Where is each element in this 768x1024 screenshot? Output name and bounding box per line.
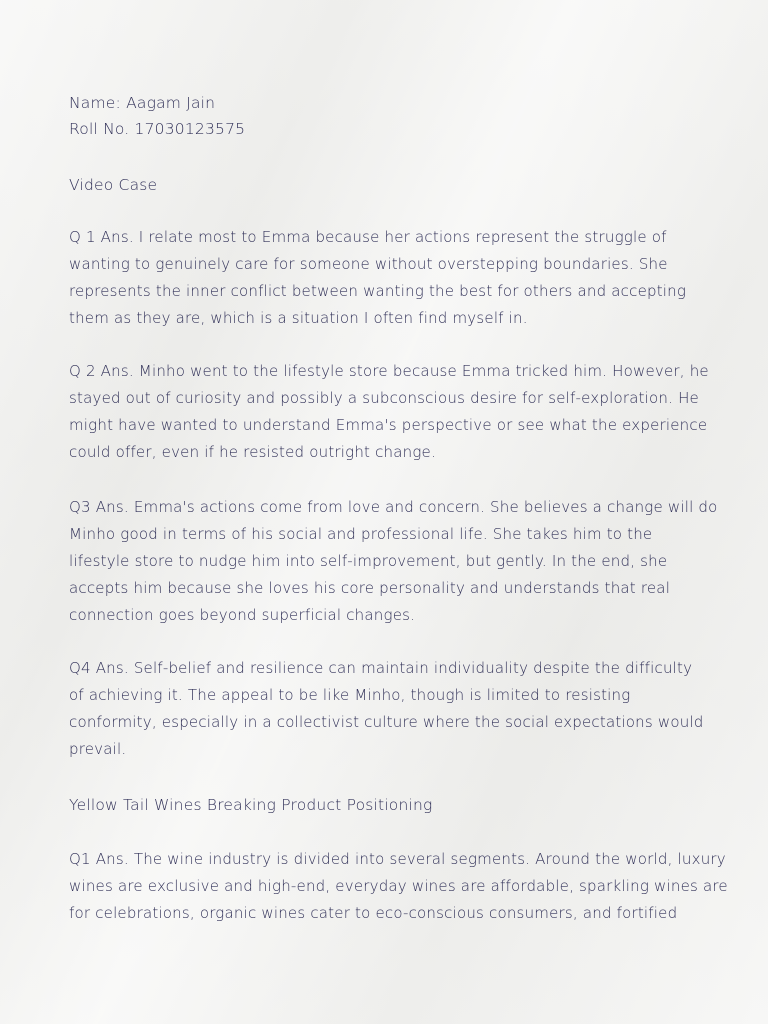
text-line: connection goes beyond superficial changes.	[69, 606, 416, 624]
student-header	[69, 90, 245, 142]
yellow-tail-answer-1	[69, 846, 728, 927]
text-line: Q3 Ans. Emma's actions come from love and concern. She believes a change will do	[69, 498, 718, 516]
video-case-answer-2	[69, 358, 719, 466]
text-line: Minho good in terms of his social and professional life. She takes him to the	[69, 525, 653, 543]
yellow-tail-title: Yellow Tail Wines Breaking Product Positioning	[69, 796, 433, 814]
video-case-title: Video Case	[69, 176, 158, 194]
text-line: of achieving it. The appeal to be like Minho, though is limited to resisting	[69, 686, 631, 704]
text-line: prevail.	[69, 740, 127, 758]
text-line: them as they are, which is a situation I often find myself in.	[69, 309, 528, 327]
text-line: could offer, even if he resisted outright change.	[69, 443, 436, 461]
text-line: Q 2 Ans. Minho went to the lifestyle store because Emma tricked him. However, he	[69, 362, 709, 380]
text-line: Q 1 Ans. I relate most to Emma because her actions represent the struggle of	[69, 228, 667, 246]
text-line: accepts him because she loves his core personality and understands that real	[69, 579, 671, 597]
student-name: Name: Aagam Jain	[69, 94, 216, 112]
text-line: for celebrations, organic wines cater to eco-conscious consumers, and fortified	[69, 904, 678, 922]
text-line: conformity, especially in a collectivist culture where the social expectations would	[69, 713, 704, 731]
text-line: wanting to genuinely care for someone without overstepping boundaries. She	[69, 255, 668, 273]
video-case-answer-1	[69, 224, 719, 332]
text-line: might have wanted to understand Emma's perspective or see what the experience	[69, 416, 708, 434]
video-case-answer-3	[69, 494, 719, 629]
video-case-answer-4	[69, 655, 719, 763]
text-line: wines are exclusive and high-end, everyday wines are affordable, sparkling wines are	[69, 877, 728, 895]
text-line: lifestyle store to nudge him into self-improvement, but gently. In the end, she	[69, 552, 668, 570]
text-line: Q1 Ans. The wine industry is divided into several segments. Around the world, luxury	[69, 850, 726, 868]
roll-number: Roll No. 17030123575	[69, 120, 246, 138]
text-line: represents the inner conflict between wanting the best for others and accepting	[69, 282, 687, 300]
text-line: stayed out of curiosity and possibly a subconscious desire for self-exploration. He	[69, 389, 699, 407]
text-line: Q4 Ans. Self-belief and resilience can maintain individuality despite the difficulty	[69, 659, 693, 677]
